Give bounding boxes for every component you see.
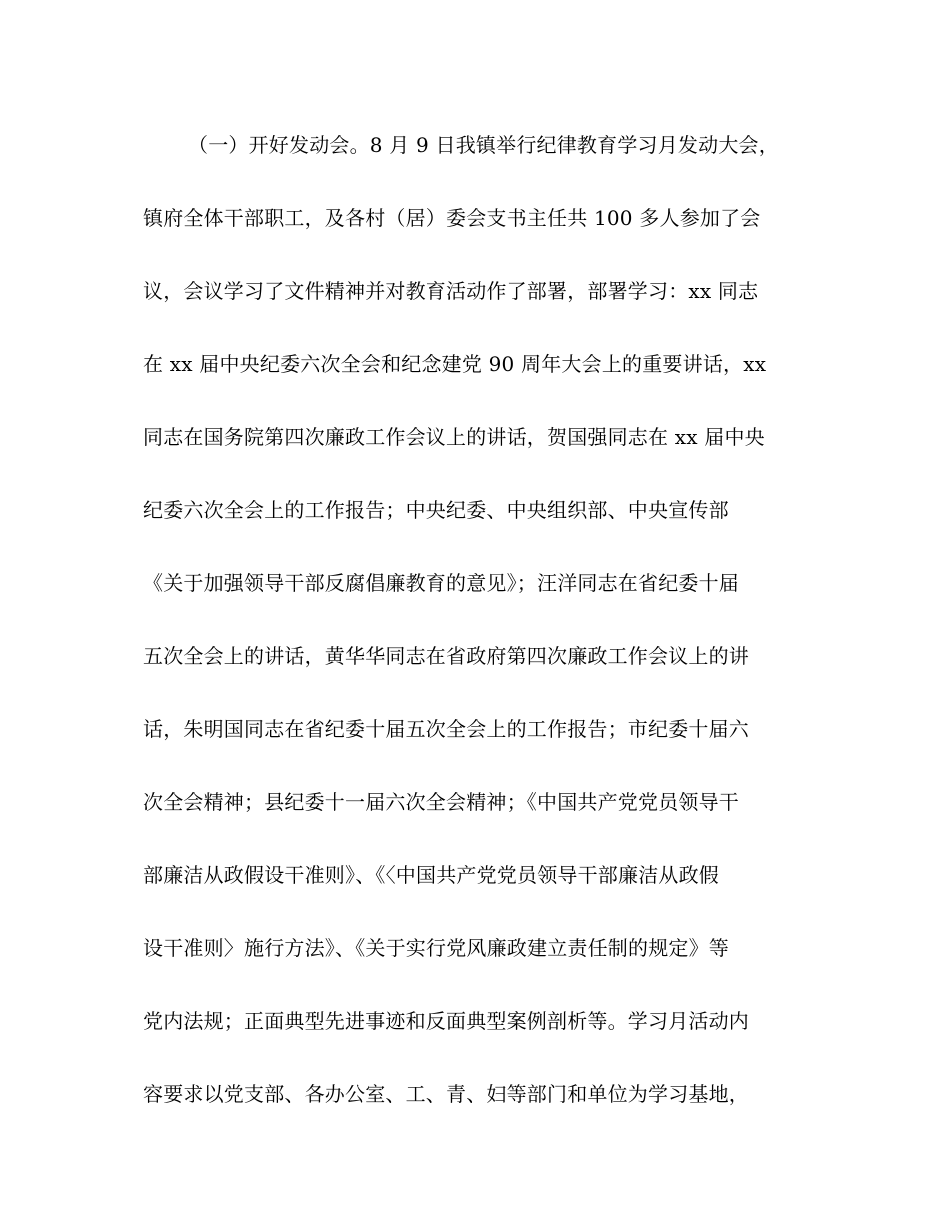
text-line: 同志在国务院第四次廉政工作会议上的讲话，贺国强同志在 xx 届中央 — [143, 425, 765, 449]
text-line: 五次全会上的讲话，黄华华同志在省政府第四次廉政工作会议上的讲 — [143, 644, 749, 668]
text-line: 纪委六次全会上的工作报告；中央纪委、中央组织部、中央宣传部 — [143, 498, 729, 522]
body-paragraph — [143, 125, 808, 1147]
text-line: 镇府全体干部职工，及各村（居）委会支书主任共 100 多人参加了会 — [143, 206, 761, 230]
text-line: 次全会精神；县纪委十一届六次全会精神；《中国共产党党员领导干 — [143, 790, 739, 814]
text-line: 部廉洁从政假设干准则》、《〈中国共产党党员领导干部廉洁从政假 — [143, 863, 719, 887]
text-line: 容要求以党支部、各办公室、工、青、妇等部门和单位为学习基地， — [143, 1082, 749, 1106]
text-line: （一）开好发动会。8 月 9 日我镇举行纪律教育学习月发动大会， — [188, 133, 779, 157]
text-line: 党内法规；正面典型先进事迹和反面典型案例剖析等。学习月活动内 — [143, 1009, 749, 1033]
text-line: 话，朱明国同志在省纪委十届五次全会上的工作报告；市纪委十届六 — [143, 717, 749, 741]
text-line: 《关于加强领导干部反腐倡廉教育的意见》；汪洋同志在省纪委十届 — [143, 571, 739, 595]
text-line: 设干准则〉施行方法》、《关于实行党风廉政建立责任制的规定》等 — [143, 936, 729, 960]
text-line: 在 xx 届中央纪委六次全会和纪念建党 90 周年大会上的重要讲话，xx — [143, 352, 767, 376]
text-line: 议，会议学习了文件精神并对教育活动作了部署，部署学习：xx 同志 — [143, 279, 759, 303]
